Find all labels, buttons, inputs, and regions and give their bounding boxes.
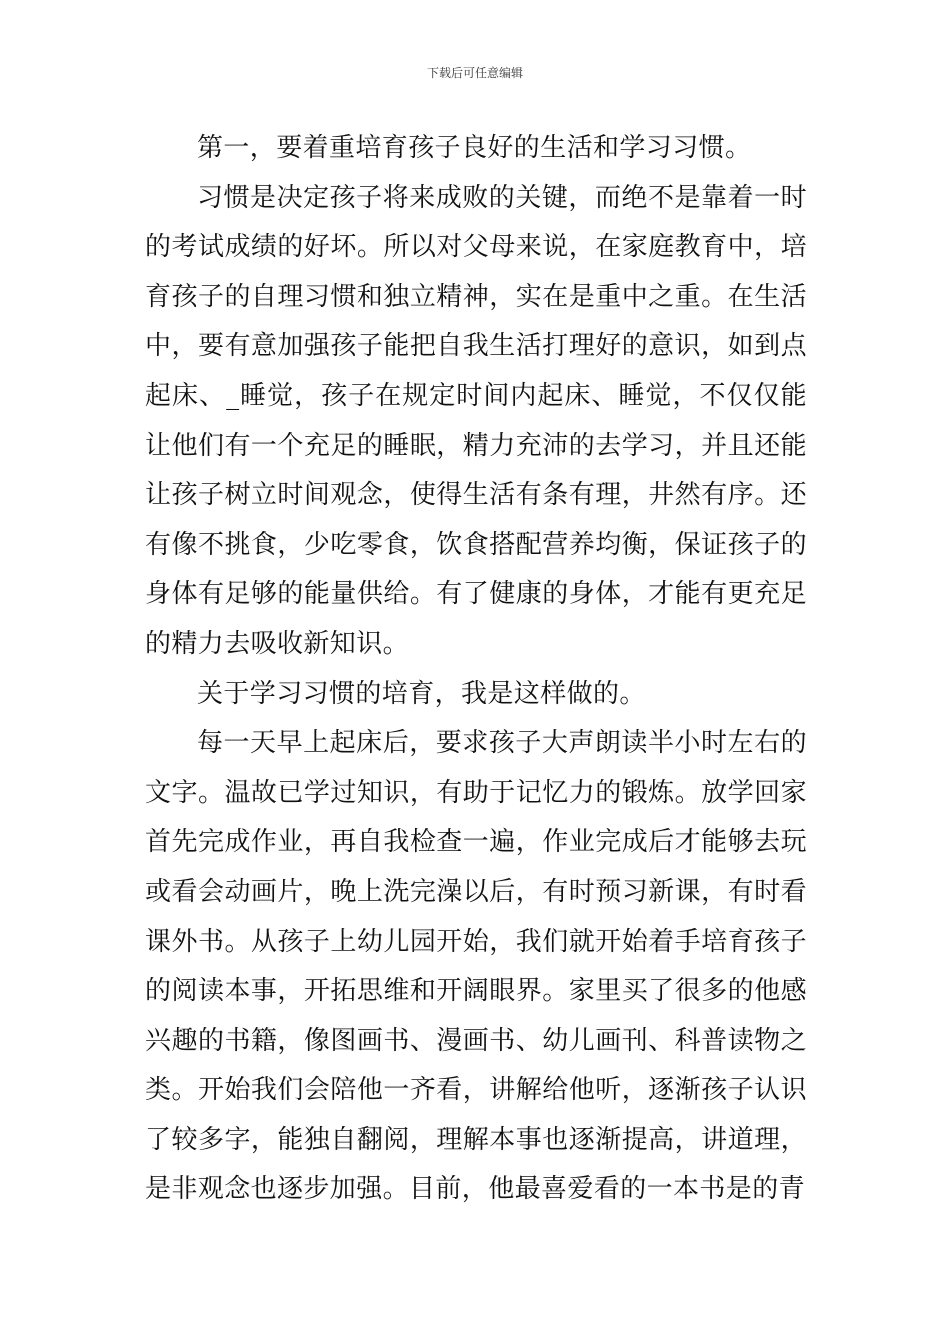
paragraph-study-habits-intro: 关于学习习惯的培育，我是这样做的。	[197, 678, 646, 709]
page-header-note: 下载后可任意编辑	[426, 66, 523, 80]
document-body	[145, 124, 807, 1215]
paragraph-heading-habits: 第一，要着重培育孩子良好的生活和学习习惯。	[197, 133, 752, 163]
paragraph-daily-routine: 每一天早上起床后，要求孩子大声朗读半小时左右的文字。温故已学过知识，有助于记忆力的锻炼。放学回家首先完成作业，再自我检查一遍，作业完成后才能够去玩或看会动画片，晚上洗完澡以后，有时预习新课，有时看课外书。从孩子上幼儿园开始，我们就开始着手培育孩子的阅读本事，开拓思维和开阔眼界。家里买了很多的他感兴趣的书籍，像图画书、漫画书、幼儿画刊、科普读物之类。开始我们会陪他一齐看，讲解给他听，逐渐孩子认识了较多字，能独自翻阅，理解本事也逐渐提高，讲道理，是非观念也逐步加强。目前，他最喜爱看的一本书是的青	[145, 728, 807, 1205]
paragraph-habits-detail: 习惯是决定孩子将来成败的关键，而绝不是靠着一时的考试成绩的好坏。所以对父母来说，在家庭教育中，培育孩子的自理习惯和独立精神，实在是重中之重。在生活中，要有意加强孩子能把自我生活打理好的意识，如到点起床、_睡觉，孩子在规定时间内起床、睡觉，不仅仅能让他们有一个充足的睡眠，精力充沛的去学习，并且还能让孩子树立时间观念，使得生活有条有理，井然有序。还有像不挑食，少吃零食，饮食搭配营养均衡，保证孩子的身体有足够的能量供给。有了健康的身体，才能有更充足的精力去吸收新知识。	[145, 182, 807, 659]
